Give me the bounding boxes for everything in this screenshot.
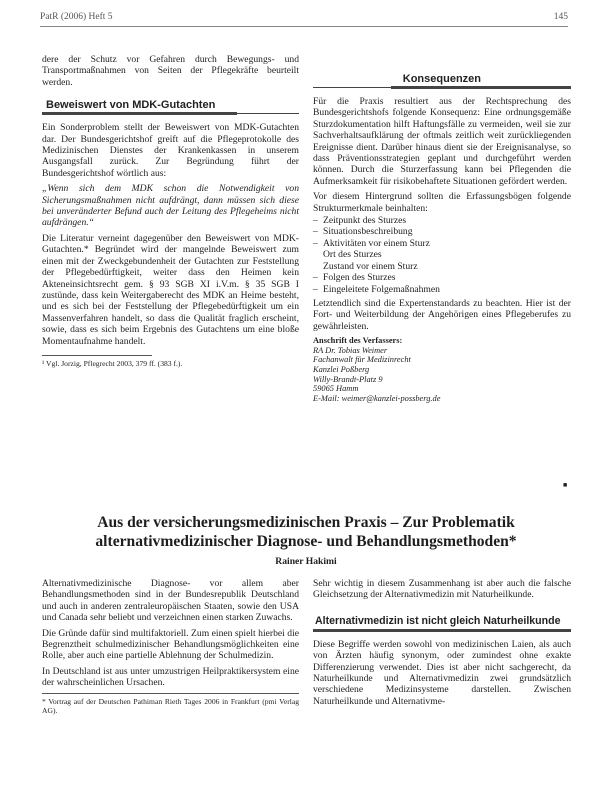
right-column-lower <box>313 578 571 711</box>
paragraph: Für die Praxis resultiert aus der Rechtsprechung des Bundesgerichtshofs folgende Konsequenz: Eine ordnungsgemäße Sturzdokumentation hilft Haftungsfälle zu vermeiden, weil sie zur Sachverhaltsaufklärung der oftmals zeitlich weit zurückliegenden Ereignisse dient. Darüber hinaus dient sie der Ereignisanalyse, so dass Präventionsstrategien geplant und durchgeführt werden können. Durch die Sturzerfassung kann bei Pflegenden die Aufmerksamkeit für risikobehaftete Situationen gefördert werden. <box>313 96 571 187</box>
section-heading <box>313 611 571 631</box>
paragraph: dere der Schutz vor Gefahren durch Bewegungs- und Transportmaßnahmen von Seiten der Pflegekräfte beurteilt werden. <box>42 54 299 88</box>
paragraph: Vor diesem Hintergrund sollten die Erfassungsbögen folgende Strukturmerkmale beinhalten: <box>313 191 571 214</box>
paragraph: Letztendlich sind die Expertenstandards zu beachten. Hier ist der Fort- und Weiterbildung der Angehörigen eines Pflegeberufes zu gewährleisten. <box>313 297 571 332</box>
sub-item: Zustand vor einem Sturz <box>323 260 418 272</box>
section-heading <box>313 68 571 88</box>
author-label: Anschrift des Verfassers: <box>313 336 403 346</box>
footnote: ¹ Vgl. Jorzig, Pflegrecht 2003, 379 ff. (383 f.). <box>42 358 183 368</box>
author-line: 59065 Hamm <box>313 384 359 394</box>
quotation: „Wenn sich dem MDK schon die Notwendigkeit von Sicherungsmaßnahmen nicht aufdrängt, dann müssen sich diese bei unveränderter Befund auch der Leitung des Pflegeheims nicht aufdrängen.“ <box>42 183 299 229</box>
author-line: Willy-Brandt-Platz 9 <box>313 374 383 384</box>
feature-list <box>313 272 571 295</box>
heading-text: Alternativmedizin ist nicht gleich Naturheilkunde <box>315 615 561 628</box>
footnote-rule <box>42 355 152 356</box>
title-line: alternativmedizinischer Diagnose- und Behandlungsmethoden* <box>95 533 517 550</box>
paragraph: Die Literatur verneint dagegenüber den Beweiswert von MDK-Gutachten.* Begründet wird der mangelnde Beweiswert zum einen mit der Zweckgebundenheit der Gutachten zur Feststellung der Pflegebedürftigkeit, weiter dass den Heimen kein Akteneinsichtsrecht gem. § 93 SGB XI i.V.m. § 35 SGB I zustünde, dass kein Weitergaberecht des MDK an Heime besteht, und es sich bei der Feststellung der Pflegebedürftigkeit um ein Massenverfahren handelt, so dass die Qualität fraglich erscheint, sowie, dass es sich beim Ergebnis des Gutachtens um eine bloße Momentaufnahme handelt. <box>42 232 299 347</box>
paragraph: In Deutschland ist aus unter umzustrigen Heilpraktikersystem eine der wahrscheinlichen Ursachen. <box>42 665 299 689</box>
author-line: Kanzlei Poßberg <box>313 364 370 374</box>
page-number: 145 <box>553 12 568 22</box>
paragraph: Ein Sonderproblem stellt der Beweiswert von MDK-Gutachten dar. Der Bundesgerichtshof greift auf die Pflegeprotokolle des Medizinischen Dienstes der Krankenkassen in unserem Ausgangsfall zurück. Zur Begründung führt der Bundesgerichtshof wörtlich aus: <box>42 122 299 179</box>
heading-text: Beweiswert von MDK-Gutachten <box>46 98 216 111</box>
paragraph: Diese Begriffe werden sowohl von medizinischen Laien, als auch von Ärzten häufig synonym, oder zumindest ohne exakte Differenzierung verwendet. Dies ist aber nicht sachgerecht, da Naturheilkunde und Alternativmedizin zwei grundsätzlich verschiedene Medizinsysteme darstellen. Zwischen Naturheilkunde und Alternativme- <box>313 638 571 707</box>
paragraph: Alternativmedizinische Diagnose- vor allem aber Behandlungsmethoden sind in der Bundesrepublik Deutschland und auch in anderen zentraleuropäischen Staaten, sowie den USA und Canada sehr beliebt und verzeichnen einen starken Zuwachs. <box>42 578 299 624</box>
list-item: – Aktivitäten vor einem Sturz <box>313 238 571 249</box>
author-line: Fachanwalt für Medizinrecht <box>313 355 411 365</box>
section-heading <box>42 94 299 114</box>
author-line: RA Dr. Tobias Weimer <box>313 345 388 355</box>
paragraph: Sehr wichtig in diesem Zusammenhang ist aber auch die falsche Gleichsetzung der Alternativmedizin mit Naturheilkunde. <box>313 578 571 601</box>
running-header <box>40 12 568 42</box>
paragraph: Die Gründe dafür sind multifaktoriell. Zum einen spielt hierbei die Begrenztheit schulmedizinischer Behandlungsmöglichkeiten eine Rolle, aber auch eine partielle Ablehnung der Schulmedizin. <box>42 627 299 662</box>
heading-text: Konsequenzen <box>402 72 481 85</box>
author-email: E-Mail: weimer@kanzlei-possberg.de <box>313 393 441 403</box>
list-item: – Zeitpunkt des Sturzes <box>313 215 571 226</box>
right-column-upper <box>313 68 571 403</box>
header-rule <box>40 26 568 27</box>
left-column-lower <box>42 578 299 715</box>
title-line: Aus der versicherungsmedizinischen Praxis – Zur Problematik <box>97 514 515 531</box>
author-address <box>313 336 571 403</box>
footnote-rule <box>42 693 299 694</box>
footnote: * Vortrag auf der Deutschen Pathiman Rieth Tages 2006 in Frankfurt (pmi Verlag AG). <box>42 696 299 715</box>
list-item: – Folgen des Sturzes <box>313 272 571 283</box>
list-item: – Situationsbeschreibung <box>313 226 571 237</box>
article-title <box>40 513 572 551</box>
end-mark-icon: ■ <box>563 481 568 489</box>
left-column-upper <box>42 54 299 368</box>
article-author: Rainer Hakimi <box>275 556 337 567</box>
sub-item: Ort des Sturzes <box>323 249 382 261</box>
feature-list <box>313 215 571 249</box>
journal-issue: PatR (2006) Heft 5 <box>40 12 113 22</box>
list-item: – Eingeleitete Folgemaßnahmen <box>313 284 571 295</box>
